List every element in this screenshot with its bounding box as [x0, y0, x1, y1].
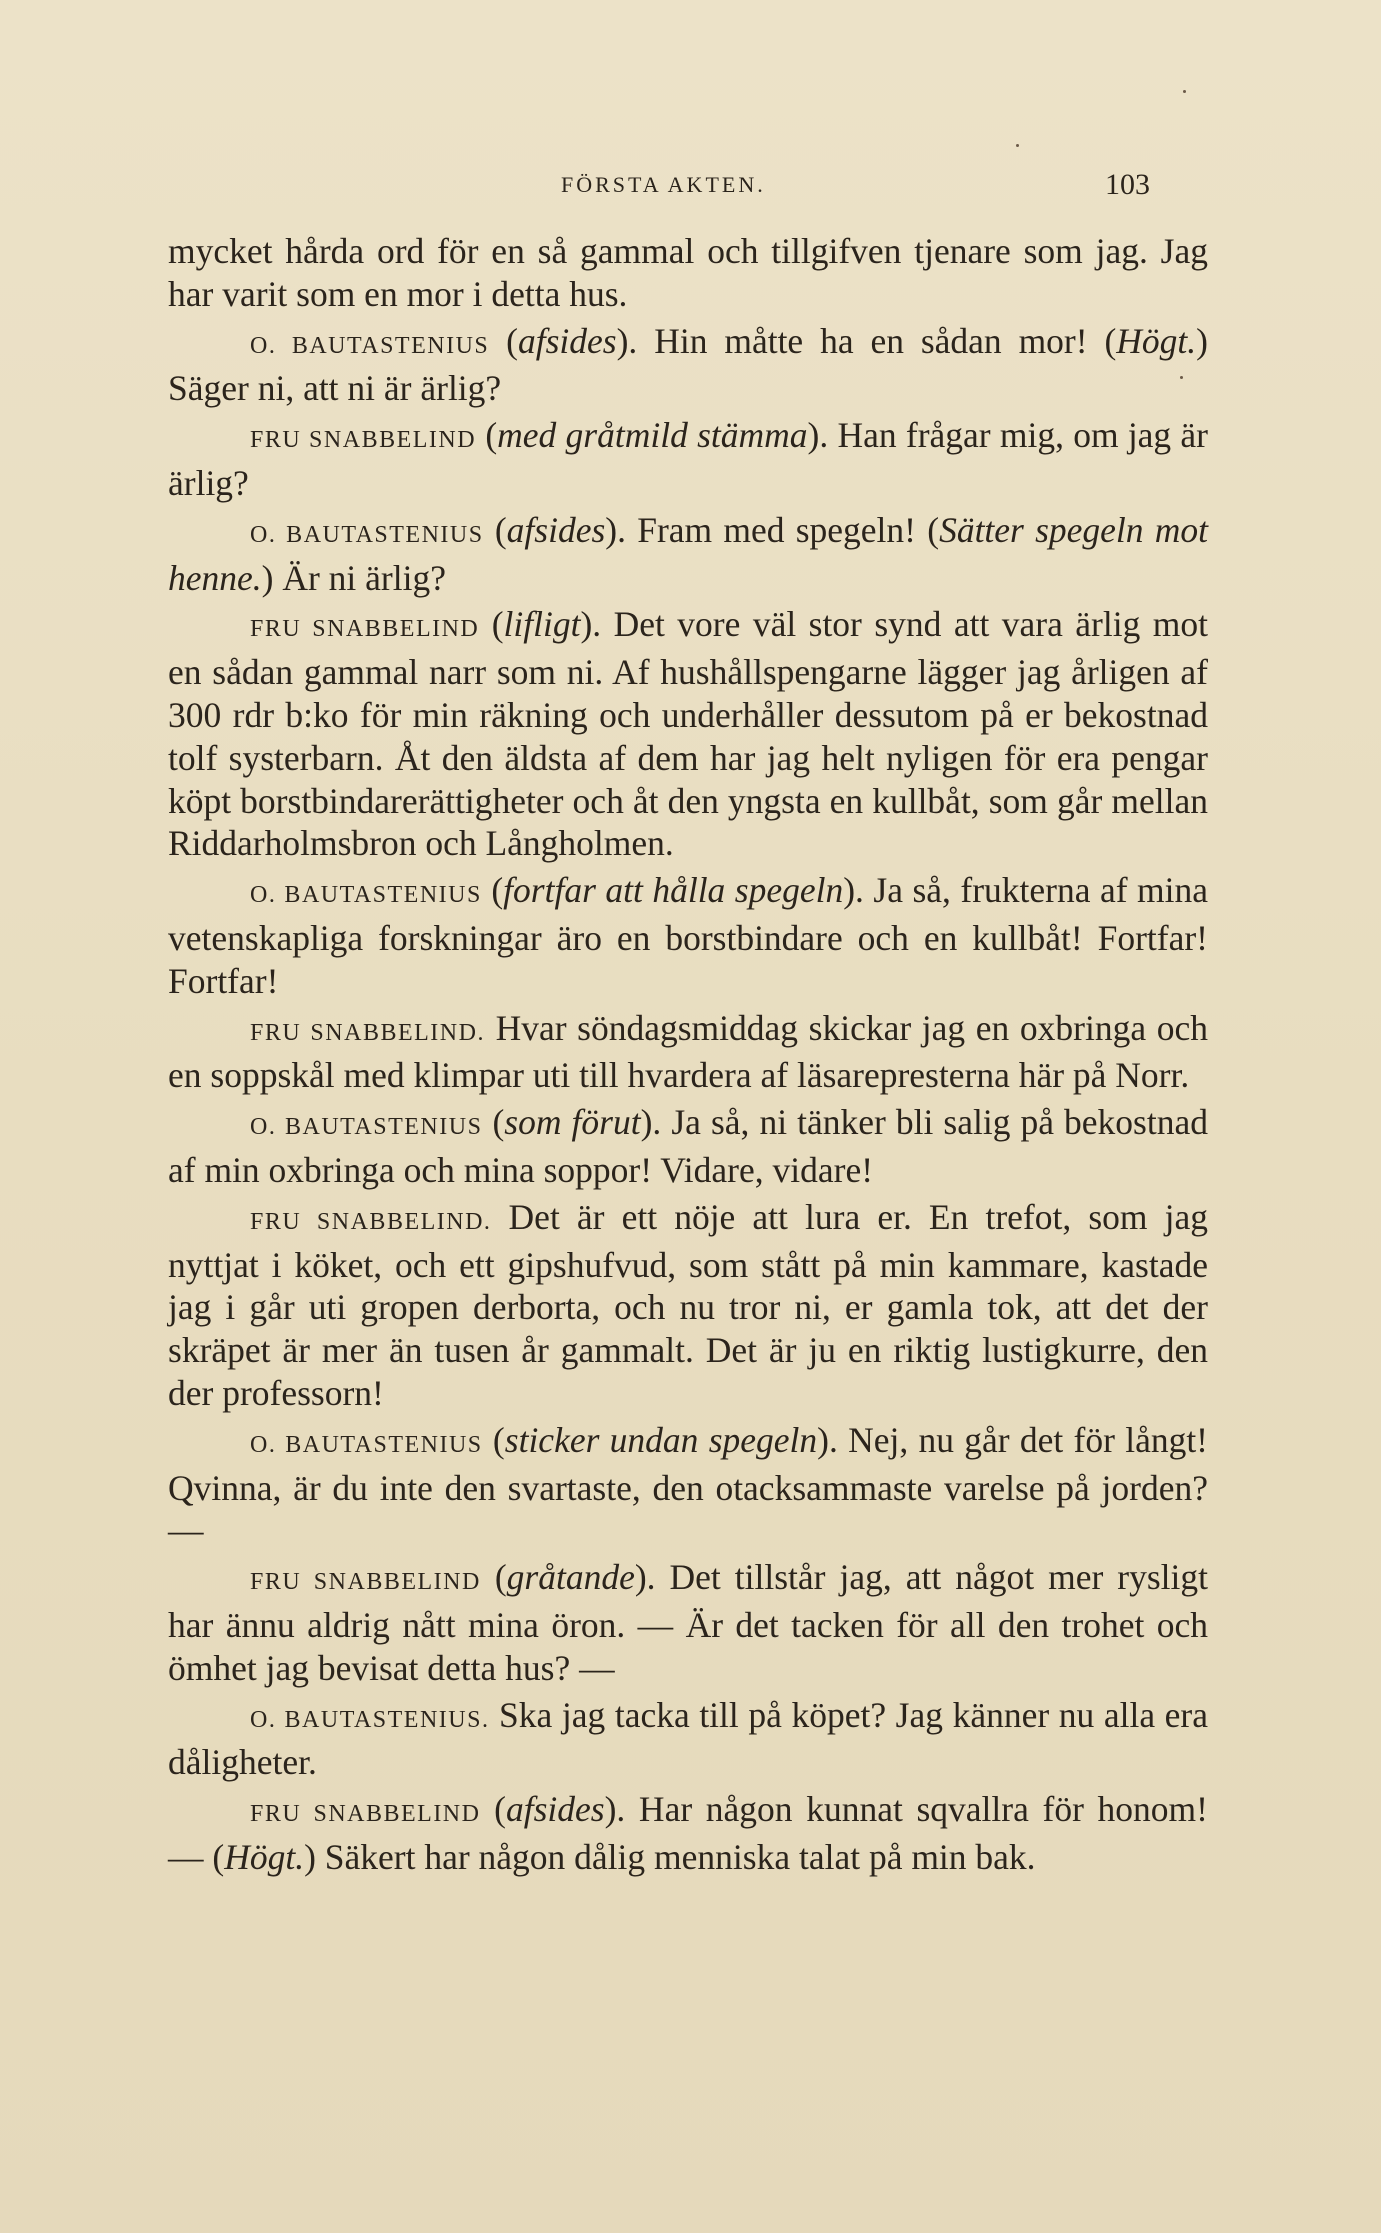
speaker-name: O. BAUTASTENIUS — [250, 1431, 483, 1458]
stage-direction: sticker undan spegeln — [504, 1419, 818, 1460]
dialogue-text-segment: ). Hin måtte ha en sådan mor! ( — [616, 320, 1117, 361]
dialogue-text-segment: ). Det tillstår jag, att något mer rysligt har ännu aldrig nått mina öron. — Är det tacken för all den trohet och ömhet jag bevisat detta hus? — — [168, 1557, 1208, 1688]
speech-paragraph — [168, 1101, 1208, 1192]
stage-direction: som förut — [504, 1102, 641, 1143]
speech-paragraph — [168, 603, 1208, 865]
stage-direction: fortfar att hålla spegeln — [503, 870, 844, 911]
stage-direction: afsides — [505, 1789, 605, 1830]
speaker-name: O. BAUTASTENIUS — [250, 1114, 483, 1141]
dialogue-text-segment: Det är ett nöje att lura er. En trefot, som jag nyttjat i köket, och ett gipshufvud, som stått på min kammare, kastade jag i går uti gropen derborta, och nu tror ni, er gamla tok, att det der skräpet är mer än tusen år gammalt. Det är ju en riktig lustigkurre, den der professorn! — [168, 1196, 1208, 1413]
stage-direction: Sätter spegeln mot henne. — [168, 509, 1209, 598]
stage-direction: gråtande — [506, 1557, 635, 1598]
paper-speck — [1016, 144, 1019, 147]
speaker-name: O. BAUTASTENIUS — [250, 882, 482, 909]
speech-paragraph — [168, 320, 1208, 411]
dialogue-text-segment: ). Ja så, ni tänker bli salig på bekostnad af min oxbringa och mina soppor! Vidare, vidare! — [168, 1102, 1208, 1190]
stage-direction: med gråtmild stämma — [497, 415, 808, 456]
speaker-name: O. BAUTASTENIUS. — [250, 1706, 490, 1733]
dialogue-text-segment: ). Nej, nu går det för långt! Qvinna, är du inte den svartaste, den otacksammaste varelse på jorden? — — [168, 1419, 1209, 1551]
stage-direction: lifligt — [503, 604, 581, 645]
stage-direction: Högt. — [224, 1836, 305, 1877]
dialogue-text-segment: ( — [489, 320, 518, 361]
dialogue-text-segment: mycket hårda ord för en så gammal och tillgifven tjenare som jag. Jag har varit som en mor i detta hus. — [168, 231, 1208, 314]
speech-paragraph — [168, 1694, 1208, 1785]
dialogue-text-segment: ( — [479, 604, 504, 645]
running-title: FÖRSTA AKTEN. — [561, 172, 766, 197]
dialogue-text-segment: ). Det vore väl stor synd att vara ärlig mot en sådan gammal narr som ni. Af hushållspengarne lägger jag årligen af 300 rdr b:ko för min räkning och underhåller dessutom på er bekostnad tolf systerbarn. Åt den äldsta af dem har jag helt nyligen för era pengar köpt borstbindarerättigheter och åt den yngsta en kullbåt, som går mellan Riddarholmsbron och Långholmen. — [168, 604, 1208, 864]
page-number: 103 — [1105, 168, 1150, 201]
speech-paragraph — [168, 1556, 1208, 1689]
speech-paragraph — [168, 509, 1208, 600]
speaker-name: O. BAUTASTENIUS — [250, 521, 484, 548]
speech-paragraph — [168, 1196, 1208, 1415]
dialogue-text-segment: ). Har någon kunnat sqvallra för honom! — ( — [168, 1789, 1208, 1877]
speech-paragraph — [168, 869, 1208, 1002]
dialogue-text-segment: Hvar söndagsmiddag skickar jag en oxbringa och en soppskål med klimpar uti till hvardera af läsarepresterna här på Norr. — [168, 1007, 1208, 1096]
speaker-name: FRU SNABBELIND. — [250, 1019, 485, 1046]
dialogue-text-segment: ( — [481, 870, 504, 911]
stage-direction: Högt. — [1116, 320, 1197, 361]
running-head — [0, 168, 1381, 208]
dialogue-text-segment: ) Säger ni, att ni är ärlig? — [168, 320, 1208, 409]
speech-paragraph — [168, 1788, 1208, 1879]
speech-paragraph — [168, 414, 1208, 505]
paper-speck — [1180, 376, 1183, 379]
speaker-name: FRU SNABBELIND. — [250, 1208, 492, 1235]
dialogue-text-segment: ( — [483, 509, 507, 550]
speaker-name: FRU SNABBELIND — [250, 616, 480, 643]
dialogue-text-segment: Ska jag tacka till på köpet? Jag känner nu alla era dåligheter. — [168, 1694, 1208, 1783]
speaker-name: O. BAUTASTENIUS — [250, 332, 490, 359]
speech-paragraph — [168, 1419, 1208, 1552]
speaker-name: FRU SNABBELIND — [250, 1569, 481, 1596]
paper-speck — [1183, 90, 1186, 93]
dialogue-text-segment: ). Han frågar mig, om jag är ärlig? — [168, 415, 1209, 503]
dialogue-text-segment: ( — [482, 1102, 505, 1143]
speech-paragraph — [168, 1007, 1208, 1098]
dialogue-text-segment: ( — [480, 1557, 507, 1598]
stage-direction: afsides — [517, 320, 617, 361]
dialogue-text — [168, 230, 1208, 1879]
dialogue-text-segment: ) Säkert har någon dålig menniska talat på min bak. — [304, 1836, 1036, 1877]
text-paragraph — [168, 230, 1208, 316]
dialogue-text-segment: ( — [482, 1419, 505, 1460]
speaker-name: FRU SNABBELIND — [250, 427, 477, 454]
dialogue-text-segment: ). Ja så, frukterna af mina vetenskapliga forskningar äro en borstbindare och en kullbåt! Fortfar! Fortfar! — [168, 870, 1209, 1001]
dialogue-text-segment: ). Fram med spegeln! ( — [605, 509, 940, 550]
dialogue-text-segment: ) Är ni ärlig? — [261, 557, 446, 598]
speaker-name: FRU SNABBELIND — [250, 1801, 481, 1828]
dialogue-text-segment: ( — [480, 1789, 506, 1830]
dialogue-text-segment: ( — [476, 415, 498, 456]
stage-direction: afsides — [506, 509, 606, 550]
